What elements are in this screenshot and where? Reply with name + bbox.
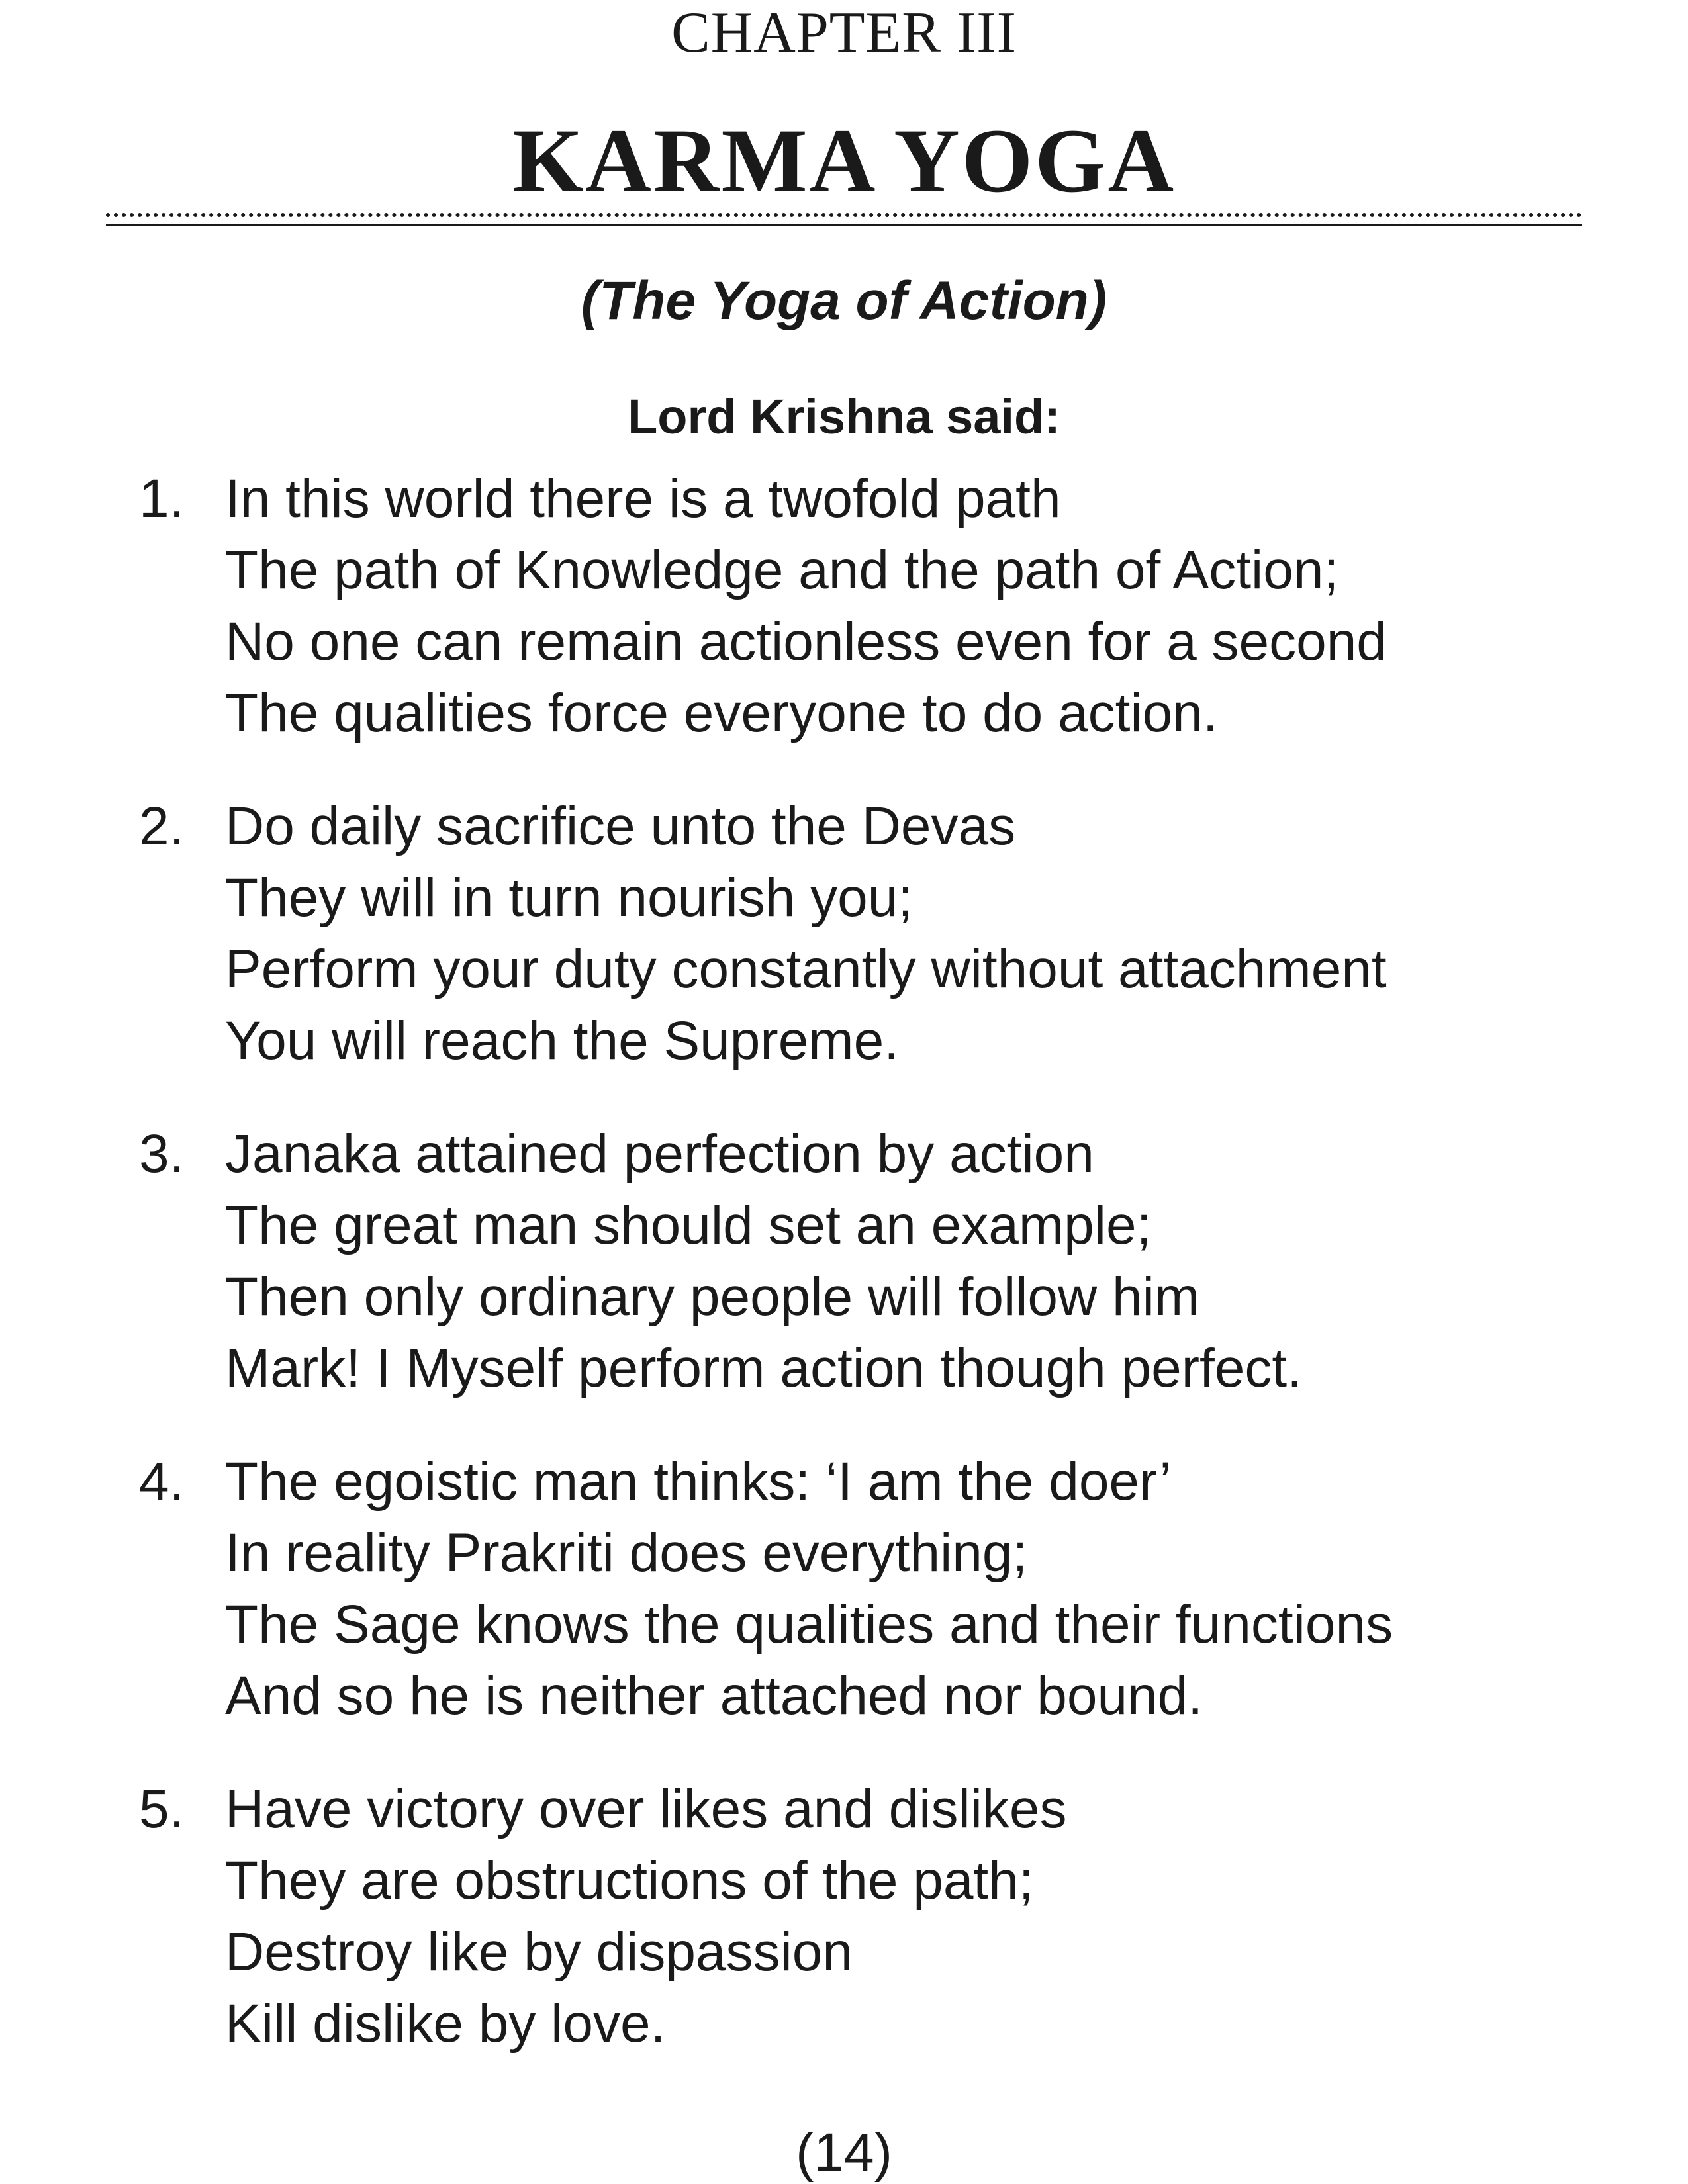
verse-number: 1. [139, 469, 185, 529]
verse-line: Kill dislike by love. [225, 1993, 666, 2054]
title-divider-solid [106, 224, 1582, 226]
chapter-label: CHAPTER III [671, 1, 1017, 65]
verse-number: 5. [139, 1779, 185, 1839]
verse-line: Destroy like by dispassion [225, 1922, 853, 1982]
verse-text [225, 1446, 1615, 1732]
page-title: KARMA YOGA [512, 110, 1176, 211]
speaker-heading: Lord Krishna said: [628, 389, 1060, 444]
verse-line: No one can remain actionless even for a second [225, 612, 1387, 672]
verse-line: And so he is neither attached nor bound. [225, 1666, 1203, 1726]
verse-line: Then only ordinary people will follow him [225, 1267, 1200, 1327]
page-subtitle: (The Yoga of Action) [581, 271, 1107, 331]
verse-text [225, 791, 1615, 1077]
verse-line: The great man should set an example; [225, 1195, 1152, 1255]
verse-line: Mark! I Myself perform action though perfect. [225, 1338, 1302, 1398]
verse-line: The path of Knowledge and the path of Action; [225, 540, 1339, 600]
verse-line: The Sage knows the qualities and their functions [225, 1594, 1393, 1655]
verse-number: 3. [139, 1124, 185, 1184]
verse-text [225, 1774, 1615, 2060]
verse-line: In reality Prakriti does everything; [225, 1523, 1028, 1583]
page-number: (14) [796, 2122, 892, 2183]
verse-number: 2. [139, 796, 185, 856]
verse-line: The qualities force everyone to do action. [225, 683, 1218, 743]
verse-line: Janaka attained perfection by action [225, 1124, 1094, 1184]
verse-line: The egoistic man thinks: ‘I am the doer’ [225, 1451, 1172, 1512]
verse-text [225, 1118, 1615, 1404]
verse-text [225, 463, 1615, 749]
verse-line: Do daily sacrifice unto the Devas [225, 796, 1016, 856]
verse-line: Have victory over likes and dislikes [225, 1779, 1067, 1839]
title-divider-dotted [106, 213, 1582, 217]
verse-line: You will reach the Supreme. [225, 1011, 899, 1071]
verse-line: Perform your duty constantly without attachment [225, 939, 1387, 999]
verse-line: They will in turn nourish you; [225, 868, 914, 928]
verse-line: In this world there is a twofold path [225, 469, 1061, 529]
verse-number: 4. [139, 1451, 185, 1512]
verse-line: They are obstructions of the path; [225, 1850, 1034, 1911]
